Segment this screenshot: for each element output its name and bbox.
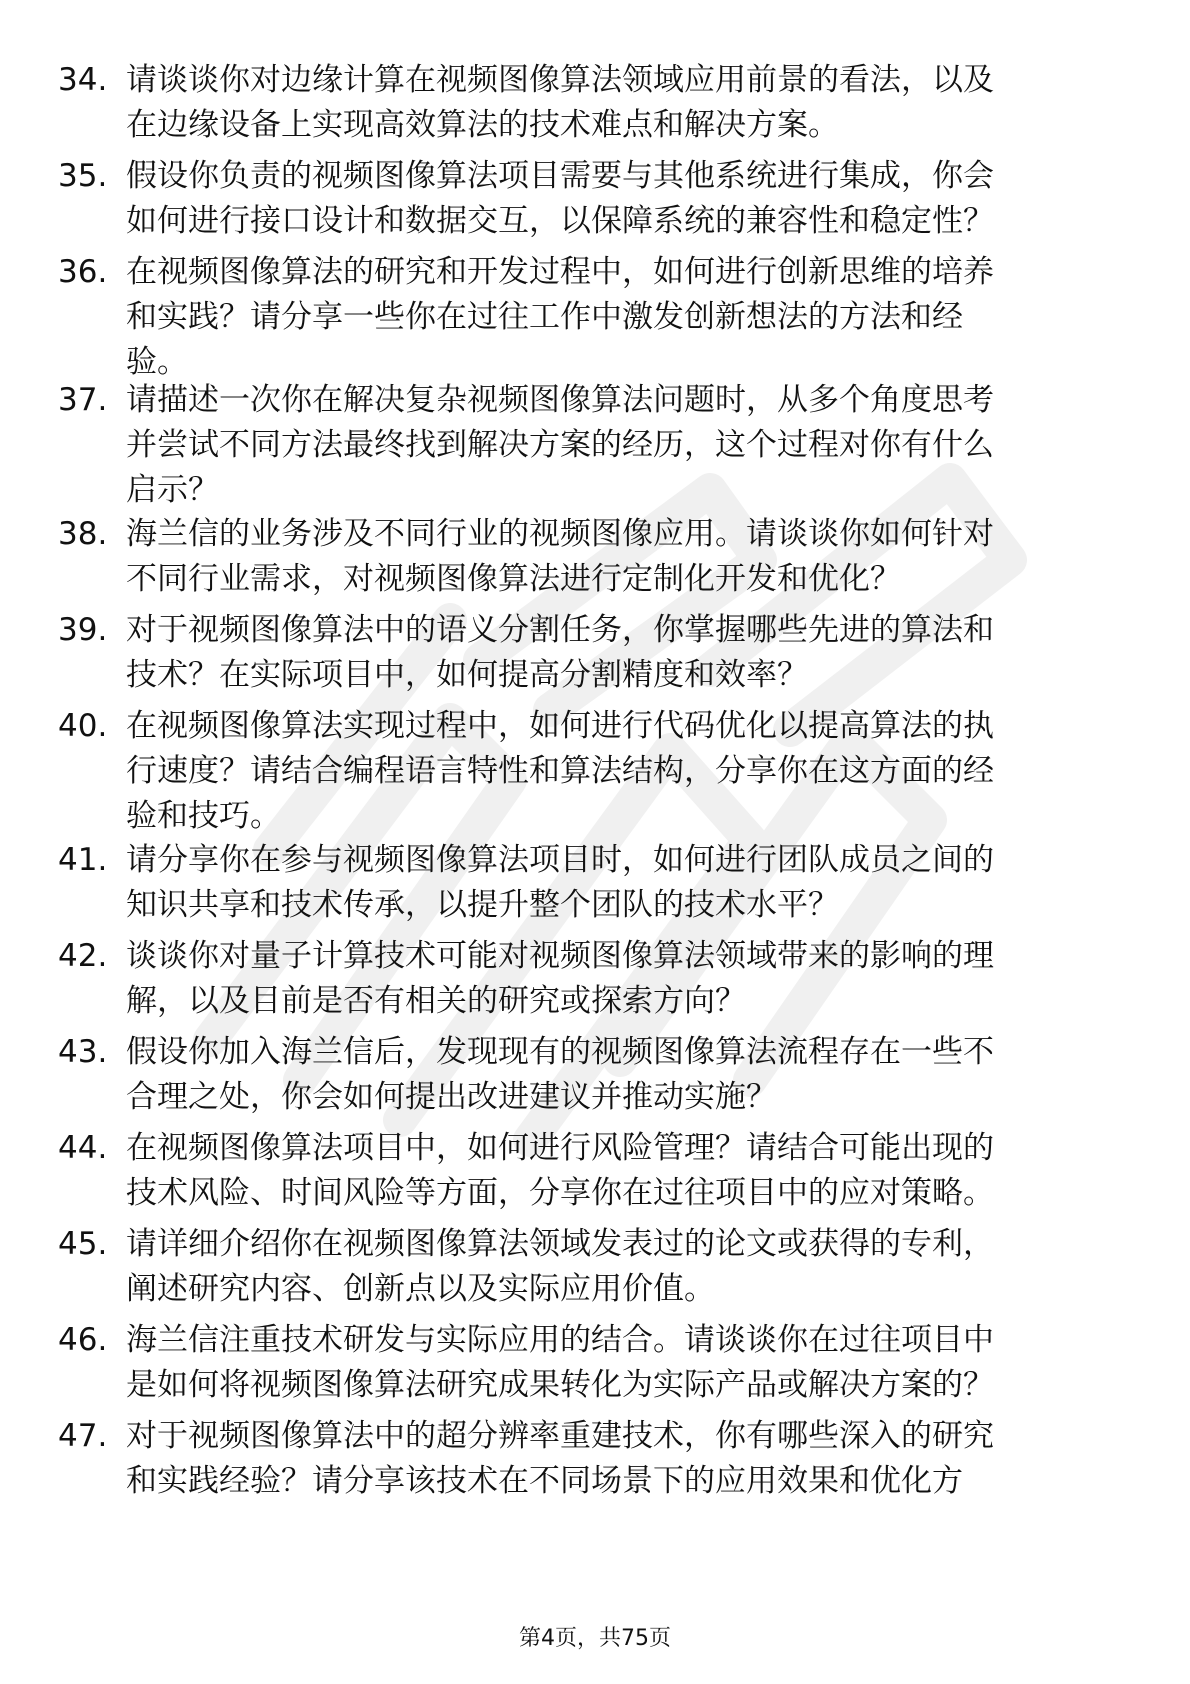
question-line: 阐述研究内容、创新点以及实际应用价值。 — [126, 1271, 715, 1307]
question-line: 在边缘设备上实现高效算法的技术难点和解决方案。 — [126, 107, 839, 143]
question-line: 解，以及目前是否有相关的研究或探索方向？ — [126, 983, 746, 1019]
question-line: 假设你加入海兰信后，发现现有的视频图像算法流程存在一些不 — [126, 1034, 994, 1070]
question-text — [126, 58, 1156, 148]
question-text — [126, 838, 1156, 928]
question-line: 在视频图像算法实现过程中，如何进行代码优化以提高算法的执 — [126, 708, 994, 744]
question-line: 验和技巧。 — [126, 798, 281, 834]
question-number: 40. — [58, 708, 108, 744]
question-text — [126, 934, 1156, 1024]
question-text — [126, 1222, 1156, 1312]
question-number: 41. — [58, 842, 108, 878]
question-line: 和实践？请分享一些你在过往工作中激发创新想法的方法和经 — [126, 299, 963, 335]
question-line: 不同行业需求，对视频图像算法进行定制化开发和优化？ — [126, 561, 901, 597]
question-text — [126, 154, 1156, 244]
question-line: 合理之处，你会如何提出改进建议并推动实施？ — [126, 1079, 777, 1115]
question-line: 假设你负责的视频图像算法项目需要与其他系统进行集成，你会 — [126, 158, 994, 194]
question-line: 是如何将视频图像算法研究成果转化为实际产品或解决方案的？ — [126, 1367, 994, 1403]
question-line: 行速度？请结合编程语言特性和算法结构，分享你在这方面的经 — [126, 753, 994, 789]
question-line: 在视频图像算法的研究和开发过程中，如何进行创新思维的培养 — [126, 254, 994, 290]
question-line: 请详细介绍你在视频图像算法领域发表过的论文或获得的专利， — [126, 1226, 994, 1262]
page-footer: 第4页，共75页 — [519, 1626, 671, 1651]
question-line: 技术？在实际项目中，如何提高分割精度和效率？ — [126, 657, 808, 693]
question-number: 36. — [58, 254, 108, 290]
question-text — [126, 378, 1156, 513]
question-number: 47. — [58, 1418, 108, 1454]
question-text — [126, 704, 1156, 839]
question-text — [126, 1030, 1156, 1120]
question-number: 43. — [58, 1034, 108, 1070]
question-line: 请分享你在参与视频图像算法项目时，如何进行团队成员之间的 — [126, 842, 994, 878]
question-number: 38. — [58, 516, 108, 552]
question-line: 对于视频图像算法中的语义分割任务，你掌握哪些先进的算法和 — [126, 612, 994, 648]
question-number: 39. — [58, 612, 108, 648]
question-text — [126, 608, 1156, 698]
question-number: 46. — [58, 1322, 108, 1358]
question-text — [126, 1318, 1156, 1408]
question-line: 技术风险、时间风险等方面，分享你在过往项目中的应对策略。 — [126, 1175, 994, 1211]
question-line: 验。 — [126, 344, 188, 380]
question-line: 请谈谈你对边缘计算在视频图像算法领域应用前景的看法，以及 — [126, 62, 994, 98]
question-line: 启示？ — [126, 472, 219, 508]
question-text — [126, 1126, 1156, 1216]
question-line: 请描述一次你在解决复杂视频图像算法问题时，从多个角度思考 — [126, 382, 994, 418]
question-line: 谈谈你对量子计算技术可能对视频图像算法领域带来的影响的理 — [126, 938, 994, 974]
question-text — [126, 1414, 1156, 1504]
question-number: 34. — [58, 62, 108, 98]
question-line: 如何进行接口设计和数据交互，以保障系统的兼容性和稳定性？ — [126, 203, 994, 239]
question-number: 44. — [58, 1130, 108, 1166]
question-text — [126, 512, 1156, 602]
question-number: 37. — [58, 382, 108, 418]
question-line: 和实践经验？请分享该技术在不同场景下的应用效果和优化方 — [126, 1463, 963, 1499]
question-line: 在视频图像算法项目中，如何进行风险管理？请结合可能出现的 — [126, 1130, 994, 1166]
question-line: 并尝试不同方法最终找到解决方案的经历，这个过程对你有什么 — [126, 427, 994, 463]
question-text — [126, 250, 1156, 385]
question-line: 海兰信的业务涉及不同行业的视频图像应用。请谈谈你如何针对 — [126, 516, 994, 552]
question-number: 35. — [58, 158, 108, 194]
question-line: 海兰信注重技术研发与实际应用的结合。请谈谈你在过往项目中 — [126, 1322, 994, 1358]
question-number: 45. — [58, 1226, 108, 1262]
question-number: 42. — [58, 938, 108, 974]
question-line: 对于视频图像算法中的超分辨率重建技术，你有哪些深入的研究 — [126, 1418, 994, 1454]
question-line: 知识共享和技术传承，以提升整个团队的技术水平？ — [126, 887, 839, 923]
